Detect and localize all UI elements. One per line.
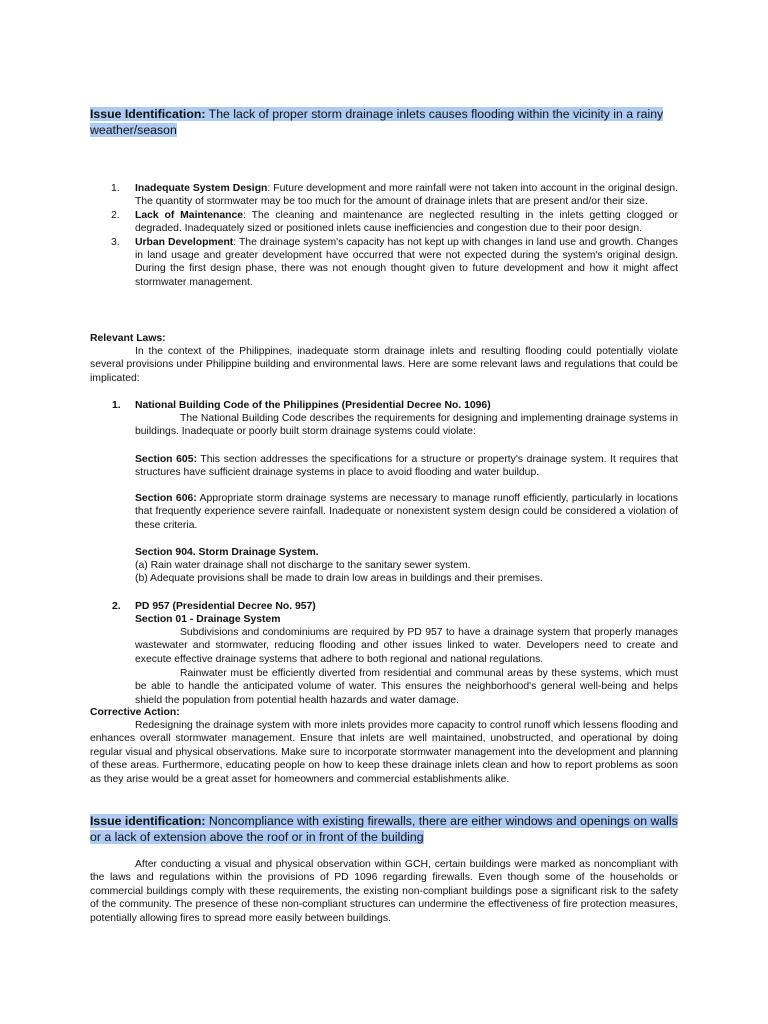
section-904-a: (a) Rain water drainage shall not discharge to the sanitary sewer system. [135,560,471,571]
section-605: Section 605: This section addresses the specifications for a structure or property's drainage system. It requires that structures have sufficient drainage systems in place to avoid flooding and water buildup. [135,454,679,479]
cause-title: Urban Development [135,236,234,248]
issue-2-label: Issue identification: [90,814,206,828]
law-2-section: Section 01 - Drainage System [135,614,281,625]
law-2-title: PD 957 (Presidential Decree No. 957) [135,601,316,612]
section-904-b: (b) Adequate provisions shall be made to drain low areas in buildings and their premises. [135,573,543,584]
cause-title: Lack of Maintenance [135,209,244,221]
relevant-laws-intro: In the context of the Philippines, inadequate storm drainage inlets and resulting flooding could potentially violate several provisions under Philippine building and environmental laws. Here are some relevant laws and regulations that could be implicated: [90,346,678,384]
list-item: 3. Urban Development: The drainage system's capacity has not kept up with changes in land use and growth. Changes in land usage and greater development have occurred that were not expected during the system's original design. During the first design phase, there was not enough thought given to future development and how it might affect stormwater management. [111,236,678,288]
relevant-laws-heading: Relevant Laws: [90,333,166,344]
section-606: Section 606: Appropriate storm drainage systems are necessary to manage runoff efficiently, particularly in locations that frequently experience severe rainfall. Inadequate or nonexistent system design could be considered a violation of these criteria. [135,493,678,531]
law-2-paragraph-2: Rainwater must be efficiently diverted from residential and communal areas by these systems, which must be able to handle the anticipated volume of water. This ensures the neighborhood's general well-being and helps shield the population from potential health hazards and water damage. [135,668,678,706]
issue-2-text: Noncompliance with existing firewalls, there are either windows and openings on walls or a lack of extension above the roof or in front of the building [90,814,678,844]
corrective-action-text: Redesigning the drainage system with more inlets provides more capacity to control runoff which lessens flooding and enhances overall stormwater management. Ensure that inlets are well maintained, unobstructed, and operational by doing regular visual and physical observations. Make sure to incorporate stormwater management into the development and planning of these areas. Furthermore, educating people on how to keep these drainage inlets clean and how to report problems as soon as they arise would be a great asset for homeowners and commercial establishments alike. [90,720,678,785]
issue-1-title [90,107,678,138]
issue-1-label: Issue Identification: [90,107,206,121]
issue-1-text: The lack of proper storm drainage inlets causes flooding within the vicinity in a rainy weather/season [90,107,664,137]
issue-2-title [90,814,678,845]
observation-paragraph: After conducting a visual and physical observation within GCH, certain buildings were marked as noncompliant with the laws and regulations within the provisions of PD 1096 regarding firewalls. Even though some of the households or commercial buildings comply with these requirements, the existing non-compliant buildings pose a significant risk to the safety of the community. The presence of these non-compliant structures can undermine the effectiveness of fire protection measures, potentially allowing fires to spread more easily between buildings. [90,859,678,924]
section-904-title: Section 904. Storm Drainage System. [135,547,319,558]
list-item: 2. Lack of Maintenance: The cleaning and maintenance are neglected resulting in the inlets getting clogged or degraded. Inadequately sized or positioned inlets cause inefficiencies and congestion due to their poor design. [111,209,678,235]
law-1-number: 1. [112,400,121,411]
law-1-title: National Building Code of the Philippines (Presidential Decree No. 1096) [135,400,491,411]
law-1-description: The National Building Code describes the requirements for designing and implementing drainage systems in buildings. Inadequate or poorly built storm drainage systems could violate: [135,413,678,438]
causes-list [90,182,678,289]
list-item: 1. Inadequate System Design: Future development and more rainfall were not taken into account in the original design. The quantity of stormwater may be too much for the amount of drainage inlets that are present and/or their size. [111,183,678,208]
cause-title: Inadequate System Design [135,183,268,194]
law-2-paragraph-1: Subdivisions and condominiums are required by PD 957 to have a drainage system that properly manages wastewater and stormwater, reducing flooding and other issues linked to water. Developers need to create and execute effective drainage systems that adhere to both regional and national regulations. [135,627,678,665]
law-2-number: 2. [112,601,121,612]
corrective-action-heading: Corrective Action: [90,707,180,718]
